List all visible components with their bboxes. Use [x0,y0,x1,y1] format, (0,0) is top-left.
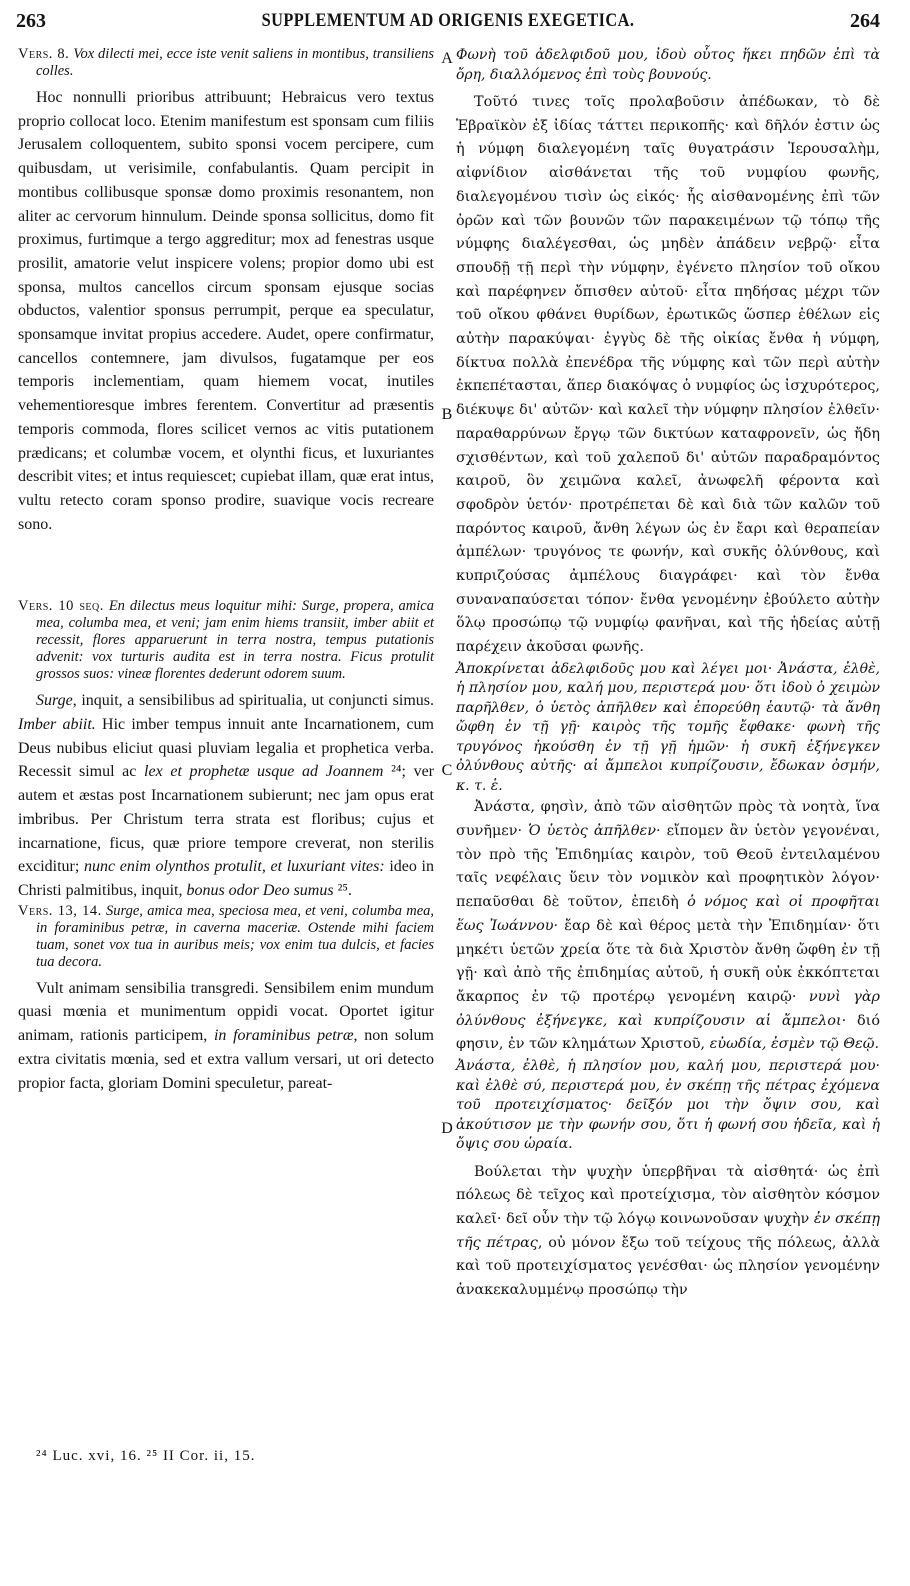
verse-text: En dilectus meus loquitur mihi: Surge, propera, amica mea, columba mea, et veni; jam enim hiems transiit, imber abiit et recessit, flores apparuerunt in terra nostra, tempus putationis advenit: vox turturis audita est in terra nostra. Ficus protulit grossos suos: vineæ florentes dederunt odorem suum. [36,598,434,683]
latin-text: Hic imber tempus innuit ante Incarnationem, cum Deus nubibus eliciut quasi pluviam legalia et prophetica verba. Recessit simul ac [18,716,434,781]
section-marker-d: D [441,1120,453,1137]
greek-phrase: ὁ νόμος καὶ οἱ προφῆται ἕως Ἰωάννου· [456,894,881,934]
greek-phrase: εὐωδία, ἐσμὲν τῷ Θεῷ. [709,1036,880,1053]
running-header [16,6,880,40]
commentary-paragraph [456,796,880,1057]
footnote-ref: ²⁵. [337,881,352,899]
latin-phrase: nunc enim olynthos protulit, et luxuriant vites: [83,858,385,876]
verse-10-greek [456,660,880,797]
verse-10-latin [18,598,434,683]
greek-phrase: νυνὶ γὰρ ὀλύνθους ἐξήνεγκε, καὶ κυπρίζουσιν αἱ ἄμπελοι· [456,989,881,1029]
verse-text: Ἀποκρίνεται ἀδελφιδοῦς μου καὶ λέγει μοι· Ἀνάστα, ἐλθὲ, ἡ πλησίον μου, καλή μου, περιστερά μου· ὅτι ἰδοὺ ὁ χειμὼν παρῆλθεν, ὁ ὑετὸς ἀπῆλθεν καὶ ἐπορεύθη ἑαυτῷ· τὰ ἄνθη ὤφθη ἐν τῇ γῇ· καιρὸς τῆς τομῆς ἔφθακε· φωνὴ τῆς τρυγόνος ἠκούσθη ἐν τῇ γῇ ἡμῶν· ἡ συκῆ ἐξήνεγκεν ὀλύνθους αὐτῆς· αἱ ἄμπελοι κυπρίζουσιν, ἔδωκαν ὀσμήν, κ. τ. ἑ. [456,660,880,794]
greek-text: εἴπομεν ἂν ὑετὸν γεγονέναι, τὸν πρὸ τῆς Ἐπιδημίας καιρὸν, τοῦ Θεοῦ ἐντειλαμένου ταῖς νεφέλαις ὕειν τὸν νομικὸν καὶ προφητικὸν λόγον· πεπαῦσθαι δὲ τοῦτον, ἐπειδὴ [456,823,880,911]
section-marker-a: A [441,50,453,67]
greek-text: , οὐ μόνον ἔξω τοῦ τείχους τῆς πόλεως, ἀλλὰ καὶ τοῦ προτειχίσματος γενέσθαι· ὡς πλησίον γενομένην ἀνακεκαλυμμένῳ προσώπῳ τὴν [456,1234,880,1299]
verse-text: Φωνὴ τοῦ ἀδελφιδοῦ μου, ἰδοὺ οὗτος ἥκει πηδῶν ἐπὶ τὰ ὄρη, διαλλόμενος ἐπὶ τοὺς βουνούς. [456,47,880,83]
page-number-left: 263 [16,10,46,32]
page-title: SUPPLEMENTUM AD ORIGENIS EXEGETICA. [261,10,635,31]
greek-column [456,46,880,1303]
latin-text: , inquit, a sensibilibus ad spiritualia, ut conjuncti simus. [72,692,434,710]
verse-label: Vers. 13, 14. [18,902,102,919]
commentary-paragraph: Τοῦτό τινες τοῖς προλαβοῦσιν ἀπέδωκαν, τὸ δὲ Ἑβραϊκὸν ἐξ ἰδίας τάττει περικοπῆς· καὶ δῆλόν ἐστιν ὡς ἡ νύμφη διαλεγομένη ταῖς θυγατράσιν Ἱερουσαλὴμ, αἰφνίδιον αἰσθάνεται τῆς τοῦ νυμφίου φωνῆς, διαλεγομένου τισὶν ὡς εἰκός· ἧς αἰσθανομένης ἐπὶ τῶν ὀρῶν καὶ τῶν βουνῶν τῶν παρακειμένων τῷ τόπῳ τῆς νύμφης διαλέγεσθαι, ὡς μηδὲν ἀπάδειν νεβρῷ· εἶτα σπουδῇ τῇ περὶ τὴν νύμφην, ἐγένετο πλησίον τοῦ οἴκου καὶ παρέφηνεν ὄπισθεν αὐτοῦ· εἶτα πηδήσας μέχρι τῶν τοῦ οἴκου φθάνει θυρίδων, ἐρωτικῶς ὥσπερ ἐθέλων εἰς αὐτὴν παρακύψαι· ἐγγὺς δὲ τῆς οἰκίας ἔνθα ἡ νύμφη, δίκτυα πολλὰ ἐπενέδρα τῆς νύμφης καὶ τῶν περὶ αὐτὴν ἐκπεπέτασται, ἅπερ διακόψας ὁ νυμφίος ὡς ἰσχυρότερος, διέκυψε δι' αὐτῶν· καὶ καλεῖ τὴν νύμφην πλησίον ἐλθεῖν· παραθαρρύνων ἔργῳ τῶν δικτύων καταφρονεῖν, ὡς ἤδη σχισθέντων, καὶ τοῦ χαλεποῦ δι' αὐτῶν παραδραμόντος καιροῦ, ὃν χειμῶνα καλεῖ, ἀνωφελῆ φέροντα καὶ σφοδρὸν ὑετόν· προτρέπεται δὲ καὶ διὰ τῶν καλῶν τοῦ παρόντος καιροῦ, ἄνθη λέγων ὡς ἐν ἔαρι καὶ θεραπείαν ἀμπέλων· τρυγόνος τε φωνήν, καὶ συκῆς ὀλύνθους, καὶ κυπριζούσας ἀμπέλους διαγράφει· καὶ τὸν ἔνθα συναναπαύσεται τόπον· ἔνθα γενομένην ἐβούλετο αὐτὴν ὅλῳ προσώπῳ τῷ νυμφίῳ φανῆναι, καὶ τῆς ἡδείας αὐτῇ παρέχειν ἀκοῦσαι φωνῆς. [456,94,880,656]
verse-13-greek [456,1057,880,1155]
section-marker-c: C [441,762,453,779]
commentary-paragraph [456,1161,880,1303]
latin-text: Vult animam sensibilia transgredi. Sensibilem enim mundum quasi mœnia et munimentum oppidi vocat. Oportet igitur animam, rationis participem, [18,979,434,1045]
verse-text: Surge, amica mea, speciosa mea, et veni, columba mea, in foraminibus petræ, in caverna maceriæ. Ostende mihi faciem tuam, sonet vox tua in auribus meis; vox enim tua dulcis, et facies tua decora. [36,902,435,970]
verse-label: Vers. 10 seq. [18,598,104,615]
commentary-paragraph [18,689,434,902]
page-number-right: 264 [850,10,880,32]
verse-text: Vox dilecti mei, ecce iste venit saliens in montibus, transiliens colles. [36,46,434,79]
greek-text: ἔαρ δὲ καὶ θέρος μετὰ τὴν Ἐπιδημίαν· ὅτι μηκέτι ὑετῶν χρεία ὅτε τὰ διὰ Χριστὸν ἄνθη ὤφθη ἐν τῇ γῇ· καὶ ἀπὸ τῆς ἐπιδημίας αὐτοῦ, ἡ συκῆ οὐκ ἐκκόπτεται ἄκαρπος ἐν τῷ προτέρῳ γενομένη καιρῷ· [456,917,881,1005]
latin-phrase: lex et prophetæ usque ad Joannem [144,763,384,781]
greek-text: Βούλεται τὴν ψυχὴν ὑπερβῆναι τὰ αἰσθητά· ὡς ἐπὶ πόλεως δὲ τεῖχος καὶ προτείχισμα, τὸν αἰσθητὸν κόσμον καλεῖ· δεῖ οὖν τὴν τῷ λόγῳ κοινωνοῦσαν ψυχὴν [456,1163,880,1228]
latin-column [18,46,434,1095]
greek-phrase: Ὁ ὑετὸς ἀπῆλθεν· [528,823,661,840]
latin-phrase: Surge [36,692,73,710]
latin-text: , non solum extra civitatis mœnia, sed et extra vallum versari, ut ori detecto propior facta, gloriam Domini speculetur, pareat- [18,1027,435,1092]
footnote-ref: ²⁴; ver autem et æstas post Incarnationem subierunt; nec jam opus erat imbribus. Per Christum terra strata est floribus; cujus et incarnatione, ficus, quæ priore tempore creverat, non sterilis exciditur; [18,763,434,876]
verse-8-latin [18,46,434,80]
verse-13-latin [18,903,434,971]
latin-text: ideo in Christi palmitibus, inquit, [18,858,435,899]
verse-label: Vers. 8. [18,46,70,62]
commentary-paragraph [18,977,434,1096]
section-marker-b: B [441,406,453,423]
latin-phrase: bonus odor Deo sumus [186,881,334,899]
commentary-paragraph: Hoc nonnulli prioribus attribuunt; Hebraicus vero textus proprio collocat loco. Etenim manifestum est sponsam cum filiis Jerusalem colloquentem, subito sponsi vocem percipere, cum quibusdam, ut verisimile, confabulantis. Quam percipit in montibus collibusque sponsæ domo proximis resonantem, non aliter ac cervorum hinnulum. Deinde sponsa sollicitus, domo fit proximus, furtimque a tergo aggreditur; mox ad fenestras usque prosilit, amatorie velut inspicere volens; propior domo ubi est sponsa, multos cancellos circum sponsam ejusque socias obductos, valentior sponsus perrumpit, perque ea speculatur, sponsamque invitat propius accedere. Audet, opere confirmatur, cancellos contemnere, jam divulsos, fugatamque per eos temporis inclementiam, quam hiemem vocat, inutiles vehementioresque imbres ferentem. Convertitur ad præsentis temporis commoda, flores scilicet vernos ac vitis putationem prædicans; et columbæ vocem, et olynthi ficus, et luxuriantes describit vites; et intus requiescet; cupiebat illam, quæ erat intus, vultu retecto coram sponso prodire, suavique vocis recreare sono. [18,89,434,533]
greek-text: διό φησιν, ἐν τῶν κλημάτων Χριστοῦ, [456,1012,880,1053]
greek-phrase: ἐν σκέπῃ τῆς πέτρας [456,1211,881,1251]
footnotes: ²⁴ Luc. xvi, 16. ²⁵ II Cor. ii, 15. [36,1448,256,1464]
verse-text: Ἀνάστα, ἐλθὲ, ἡ πλησίον μου, καλή μου, περιστερά μου· καὶ ἐλθὲ σύ, περιστερά μου, ἐν σκέπῃ τῆς πέτρας ἐχόμενα τοῦ προτειχίσματος· δεῖξόν μοι τὴν ὄψιν σου, καὶ ἀκούτισον με τὴν φωνήν σου, ὅτι ἡ φωνή σου ἡδεῖα, καὶ ἡ ὄψις σου ὡραία. [456,1058,880,1153]
verse-8-greek [456,46,880,85]
latin-phrase: Imber abiit. [18,716,96,734]
greek-text: Ἀνάστα, φησὶν, ἀπὸ τῶν αἰσθητῶν πρὸς τὰ νοητὰ, ἵνα συνῆμεν· [456,799,880,840]
latin-phrase: in foraminibus petræ [213,1027,354,1045]
